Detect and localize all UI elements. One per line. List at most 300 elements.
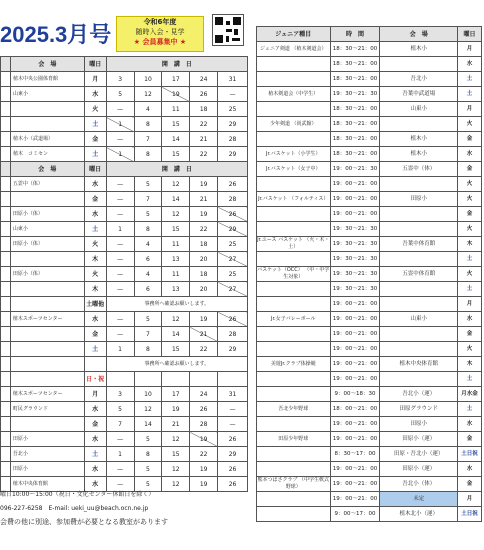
table-row: [1, 387, 248, 402]
weekday-cell: 水: [458, 147, 482, 162]
venue-cell: [10, 282, 84, 297]
page-title: 2025.3月号: [0, 22, 112, 47]
date-cell: —: [106, 237, 134, 252]
weekday-cell: 月: [458, 297, 482, 312]
date-cell: —: [106, 102, 134, 117]
venue-cell: [380, 222, 458, 237]
time-cell: 19：30～21：30: [330, 282, 380, 297]
table-row: [257, 417, 482, 432]
date-cell: 18: [190, 237, 218, 252]
date-cell: 26: [218, 477, 248, 492]
date-cell: 4: [134, 267, 162, 282]
venue-cell: 植木小: [380, 132, 458, 147]
date-cell: 5: [106, 402, 134, 417]
class-name-cell: [257, 282, 331, 297]
row-marker: [1, 432, 11, 447]
venue-cell: [10, 372, 84, 387]
time-cell: 19：30～21：30: [330, 87, 380, 102]
column-header-weekday: 曜日: [458, 27, 482, 42]
table-row: [257, 282, 482, 297]
date-cell: 22: [190, 147, 218, 162]
date-cell: 31: [218, 72, 248, 87]
column-header-weekday: 曜日: [84, 57, 106, 72]
column-header-dates: 開 講 日: [106, 57, 247, 72]
table-row: [1, 237, 248, 252]
table-row: [1, 147, 248, 162]
class-name-cell: Jr.バスケット （フォルティス）: [257, 192, 331, 207]
row-marker: [1, 252, 11, 267]
weekday-cell: 土: [458, 372, 482, 387]
date-cell: 8: [134, 117, 162, 132]
row-marker: [1, 402, 11, 417]
table-row: [257, 57, 482, 72]
weekday-cell: 金: [458, 432, 482, 447]
date-cell: 8: [134, 222, 162, 237]
venue-cell: 吾北小: [380, 72, 458, 87]
table-row: [1, 87, 248, 102]
venue-cell: [10, 117, 84, 132]
weekday-cell: 金: [84, 132, 106, 147]
row-marker: [1, 372, 11, 387]
venue-cell: [380, 297, 458, 312]
table-row: [257, 477, 482, 492]
row-marker: [1, 102, 11, 117]
date-cell: [190, 372, 218, 387]
weekday-cell: 水: [84, 462, 106, 477]
date-cell: —: [106, 252, 134, 267]
table-row: [1, 342, 248, 357]
date-cell: 28: [190, 417, 218, 432]
date-cell: 21: [190, 327, 218, 342]
date-cell: 26: [218, 462, 248, 477]
date-cell: 18: [190, 267, 218, 282]
class-name-cell: 吾北少年野球: [257, 402, 331, 417]
time-cell: 19：00～21：00: [330, 177, 380, 192]
table-row: [1, 372, 248, 387]
venue-cell: 田原小: [380, 417, 458, 432]
venue-cell: [10, 297, 84, 312]
date-cell: 5: [134, 207, 162, 222]
weekday-cell: 月: [84, 72, 106, 87]
table-row: [257, 192, 482, 207]
date-cell: 13: [162, 252, 190, 267]
table-row: [257, 402, 482, 417]
time-cell: 9：00～17：00: [330, 507, 380, 522]
time-cell: 18：30～21：00: [330, 147, 380, 162]
time-cell: 19：00～21：00: [330, 297, 380, 312]
weekday-cell: 土: [84, 147, 106, 162]
table-row: [257, 177, 482, 192]
class-name-cell: Jr.バスケット（小学生）: [257, 147, 331, 162]
weekday-cell: 木: [84, 282, 106, 297]
column-header-venue: 会 場: [380, 27, 458, 42]
time-cell: 19：30～21：30: [330, 237, 380, 252]
date-cell: 29: [218, 147, 248, 162]
date-cell: 12: [162, 432, 190, 447]
time-cell: 19：00～21：00: [330, 477, 380, 492]
note-cell: 事務所へ確認お願いします。: [106, 297, 247, 312]
weekday-cell: 金: [458, 162, 482, 177]
table-row: [257, 297, 482, 312]
class-name-cell: 美遊Jr.クラブ体操競: [257, 357, 331, 372]
weekday-cell: 金: [84, 192, 106, 207]
time-cell: 19：30～21：30: [330, 252, 380, 267]
time-cell: 19：00～21：00: [330, 192, 380, 207]
weekday-cell: 土日祝: [458, 507, 482, 522]
class-name-cell: [257, 102, 331, 117]
table-row: [257, 447, 482, 462]
class-name-cell: バスケット（OCC） （中・中学生対象）: [257, 267, 330, 280]
table-row: [257, 87, 482, 102]
date-cell: 14: [162, 192, 190, 207]
weekday-cell: 土曜他: [84, 297, 106, 312]
venue-cell: 田原小（運）: [380, 462, 458, 477]
venue-cell: 未定: [380, 492, 458, 507]
weekday-cell: 火: [458, 117, 482, 132]
column-header-venue: 会 場: [10, 162, 84, 177]
date-cell: 7: [134, 192, 162, 207]
date-cell: 5: [134, 177, 162, 192]
date-cell: 8: [134, 447, 162, 462]
weekday-cell: 水: [84, 87, 106, 102]
weekday-cell: 水: [84, 432, 106, 447]
badge-line-3: ★ 会員募集中 ★: [133, 38, 187, 46]
time-cell: 19：00～21：00: [330, 372, 380, 387]
column-header: [1, 162, 11, 177]
row-marker: [1, 312, 11, 327]
column-header-weekday: 曜日: [84, 162, 106, 177]
table-row: [1, 447, 248, 462]
date-cell: 10: [134, 387, 162, 402]
weekday-cell: 水: [458, 462, 482, 477]
table-row: [1, 117, 248, 132]
table-row: [1, 267, 248, 282]
column-header-dates: 開 講 日: [106, 162, 247, 177]
venue-cell: [10, 192, 84, 207]
row-marker: [1, 267, 11, 282]
venue-cell: 山東小: [10, 222, 84, 237]
date-cell: 20: [190, 282, 218, 297]
footer-contact: 096-227-6258 E-mail: ueki_uu@beach.ocn.ne.jp: [0, 505, 149, 512]
class-name-cell: 田原少年野球: [257, 432, 331, 447]
date-cell: 11: [162, 102, 190, 117]
table-row: [257, 462, 482, 477]
venue-cell: 植木北小（運）: [380, 507, 458, 522]
venue-cell: [380, 177, 458, 192]
junior-schedule-table: [256, 26, 482, 522]
table-row: [1, 222, 248, 237]
column-header-class: ジュニア種目: [257, 27, 331, 42]
venue-cell: [380, 282, 458, 297]
table-row: [257, 267, 482, 282]
weekday-cell: 水: [84, 477, 106, 492]
table-header: [1, 57, 248, 72]
class-name-cell: [257, 297, 331, 312]
date-cell: 1: [106, 447, 134, 462]
row-marker: [1, 417, 11, 432]
date-cell: 1: [106, 147, 134, 162]
venue-cell: 植木小: [380, 147, 458, 162]
date-cell: 15: [162, 447, 190, 462]
date-cell: —: [106, 207, 134, 222]
class-name-cell: [257, 462, 331, 477]
table-row: [1, 402, 248, 417]
date-cell: 29: [218, 342, 248, 357]
table-row: [257, 42, 482, 57]
date-cell: —: [218, 417, 248, 432]
venue-cell: 町民グラウンド: [10, 402, 84, 417]
venue-cell: 吾葉中体育館: [380, 237, 458, 252]
row-marker: [1, 192, 11, 207]
date-cell: 15: [162, 342, 190, 357]
weekday-cell: 土: [458, 72, 482, 87]
venue-cell: 田原小（運）: [380, 432, 458, 447]
row-marker: [1, 327, 11, 342]
date-cell: [218, 372, 248, 387]
venue-cell: 田原小: [10, 462, 84, 477]
venue-cell: 山東小: [10, 87, 84, 102]
weekday-cell: 金: [458, 207, 482, 222]
venue-cell: [380, 372, 458, 387]
venue-cell: 田原小: [10, 432, 84, 447]
date-cell: —: [106, 192, 134, 207]
weekday-cell: 水: [458, 312, 482, 327]
venue-cell: 田原小（体）: [10, 237, 84, 252]
class-name-cell: [257, 447, 331, 462]
class-name-cell: [257, 492, 331, 507]
class-name-cell: [257, 207, 331, 222]
class-name-cell: [257, 222, 331, 237]
weekday-cell: [84, 357, 106, 372]
date-cell: 11: [162, 237, 190, 252]
weekday-cell: 木: [84, 252, 106, 267]
weekday-cell: 月水金: [458, 387, 482, 402]
date-cell: —: [218, 87, 248, 102]
weekday-cell: 水: [84, 177, 106, 192]
footer-hours: 曜日10:00～15:00（祝日・文化センター休館日を除く）: [0, 491, 155, 498]
row-marker: [1, 117, 11, 132]
weekday-cell: 月: [84, 387, 106, 402]
time-cell: 18：30～21：00: [330, 132, 380, 147]
date-cell: 24: [190, 72, 218, 87]
table-row: [1, 72, 248, 87]
time-cell: 19：00～21：30: [330, 162, 380, 177]
class-name-cell: [257, 252, 331, 267]
date-cell: 12: [162, 477, 190, 492]
venue-cell: 田原グラウンド: [380, 402, 458, 417]
weekday-cell: 金: [84, 327, 106, 342]
date-cell: 15: [162, 117, 190, 132]
time-cell: 19：00～21：00: [330, 207, 380, 222]
table-row: [1, 462, 248, 477]
column-header: [1, 57, 11, 72]
date-cell: 19: [190, 462, 218, 477]
date-cell: 12: [162, 207, 190, 222]
table-row: [257, 222, 482, 237]
class-name-cell: Jr.バスケット（女子中）: [257, 162, 331, 177]
date-cell: —: [106, 177, 134, 192]
date-cell: 5: [106, 87, 134, 102]
date-cell: —: [106, 267, 134, 282]
date-cell: 20: [190, 252, 218, 267]
class-name-cell: [257, 417, 331, 432]
weekday-cell: 土: [84, 222, 106, 237]
date-cell: 13: [162, 282, 190, 297]
date-cell: 24: [190, 387, 218, 402]
time-cell: 18：30～21：00: [330, 57, 380, 72]
date-cell: 6: [134, 252, 162, 267]
venue-cell: [380, 207, 458, 222]
class-name-cell: [257, 507, 331, 522]
weekday-cell: 土: [458, 402, 482, 417]
table-row: [257, 507, 482, 522]
row-marker: [1, 87, 11, 102]
table-row: [1, 102, 248, 117]
weekday-cell: 土: [84, 342, 106, 357]
date-cell: 25: [218, 102, 248, 117]
date-cell: 12: [162, 312, 190, 327]
date-cell: 21: [162, 417, 190, 432]
class-name-cell: [257, 372, 331, 387]
date-cell: 5: [134, 432, 162, 447]
date-cell: 31: [218, 387, 248, 402]
class-name-cell: 熊本つばさクラブ （中学生軟式野球）: [257, 477, 330, 490]
weekday-cell: 火: [458, 222, 482, 237]
weekday-cell: 土: [458, 252, 482, 267]
venue-cell: 五霊中（体）: [380, 162, 458, 177]
class-name-cell: [257, 72, 331, 87]
date-cell: 27: [218, 282, 248, 297]
date-cell: 8: [134, 147, 162, 162]
note-cell: 事務所へ確認お願いします。: [106, 357, 247, 372]
time-cell: 18：30～21：00: [330, 117, 380, 132]
table-row: [257, 342, 482, 357]
weekday-cell: 水: [84, 207, 106, 222]
table-row: [1, 327, 248, 342]
date-cell: 14: [162, 327, 190, 342]
venue-cell: [10, 102, 84, 117]
date-cell: —: [106, 312, 134, 327]
table-row: [257, 147, 482, 162]
venue-cell: [10, 357, 84, 372]
date-cell: 1: [106, 342, 134, 357]
weekday-cell: 金: [84, 417, 106, 432]
weekday-cell: 火: [84, 237, 106, 252]
date-cell: 10: [134, 72, 162, 87]
date-cell: 27: [218, 252, 248, 267]
venue-cell: [10, 417, 84, 432]
weekday-cell: 水: [458, 57, 482, 72]
venue-cell: [380, 327, 458, 342]
date-cell: [106, 372, 134, 387]
class-name-cell: [257, 57, 331, 72]
table-row: [257, 372, 482, 387]
date-cell: 29: [218, 222, 248, 237]
table-row: [257, 432, 482, 447]
date-cell: —: [106, 282, 134, 297]
footer-fee-note: 会費の他に別途、参加費が必要となる教室があります: [0, 518, 168, 526]
date-cell: 1: [106, 222, 134, 237]
table-row: [257, 117, 482, 132]
row-marker: [1, 462, 11, 477]
date-cell: 12: [162, 462, 190, 477]
date-cell: 25: [218, 237, 248, 252]
table-row: [257, 207, 482, 222]
table-row: [257, 387, 482, 402]
row-marker: [1, 342, 11, 357]
table-row: [257, 357, 482, 372]
venue-cell: 植木スポーツセンター: [10, 312, 84, 327]
time-cell: 19：00～21：00: [330, 417, 380, 432]
table-row: [257, 72, 482, 87]
weekday-cell: 月: [458, 42, 482, 57]
table-row: [257, 327, 482, 342]
class-name-cell: [257, 387, 331, 402]
row-marker: [1, 237, 11, 252]
date-cell: 26: [218, 312, 248, 327]
weekday-cell: 金: [458, 327, 482, 342]
date-cell: 19: [190, 477, 218, 492]
table-row: [1, 132, 248, 147]
date-cell: 21: [190, 192, 218, 207]
table-row: [1, 432, 248, 447]
weekday-cell: 水: [84, 402, 106, 417]
time-cell: 18：30～21：00: [330, 42, 380, 57]
venue-cell: 植木中央体育館: [380, 357, 458, 372]
weekday-cell: 土: [84, 447, 106, 462]
weekday-cell: 火: [458, 267, 482, 282]
time-cell: 19：00～21：00: [330, 312, 380, 327]
row-marker: [1, 147, 11, 162]
table-row: [1, 177, 248, 192]
time-cell: 18：30～21：00: [330, 102, 380, 117]
weekday-cell: 金: [458, 477, 482, 492]
weekday-cell: 火: [84, 102, 106, 117]
date-cell: 19: [162, 87, 190, 102]
date-cell: 26: [218, 207, 248, 222]
table-row: [1, 417, 248, 432]
table-row: [257, 492, 482, 507]
venue-cell: 植木小（武道場）: [10, 132, 84, 147]
venue-cell: [380, 342, 458, 357]
venue-cell: 吾北小: [10, 447, 84, 462]
time-cell: 18：30～21：00: [330, 72, 380, 87]
class-name-cell: [257, 132, 331, 147]
venue-cell: 田原小: [380, 192, 458, 207]
date-cell: —: [218, 402, 248, 417]
date-cell: [134, 372, 162, 387]
table-row: [1, 252, 248, 267]
date-cell: 4: [134, 102, 162, 117]
weekday-cell: 土日祝: [458, 447, 482, 462]
time-cell: 19：00～21：00: [330, 432, 380, 447]
date-cell: 19: [190, 432, 218, 447]
weekday-cell: 水: [84, 312, 106, 327]
class-name-cell: 植木剣道会（中学生）: [257, 87, 331, 102]
date-cell: —: [106, 327, 134, 342]
venue-cell: [380, 57, 458, 72]
table-row: [1, 357, 248, 372]
date-cell: 5: [134, 477, 162, 492]
date-cell: 25: [218, 267, 248, 282]
row-marker: [1, 282, 11, 297]
table-row: [1, 192, 248, 207]
badge-line-1: 令和6年度: [143, 18, 177, 26]
date-cell: 12: [162, 177, 190, 192]
column-header-venue: 会 場: [10, 57, 84, 72]
table-header: [257, 27, 482, 42]
date-cell: 7: [134, 327, 162, 342]
